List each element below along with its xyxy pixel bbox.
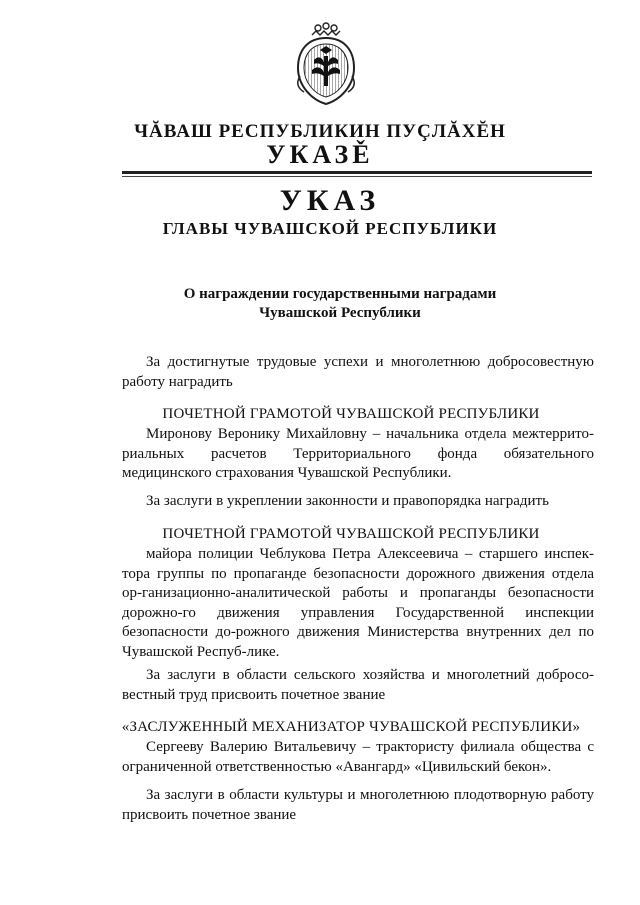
paragraph-1 (122, 353, 594, 392)
decree-subject (0, 285, 640, 323)
header-glavy: ГЛАВЫ ЧУВАШСКОЙ РЕСПУБЛИКИ (162, 219, 498, 238)
header-ukaze: УКАЗĚ (266, 140, 374, 169)
award-1-text (122, 425, 594, 484)
paragraph-3 (122, 666, 594, 705)
paragraph-4 (122, 786, 594, 825)
chuvash-emblem-icon (290, 20, 362, 106)
paragraph-2-text: За заслуги в укреплении законности и правопорядка наградить (146, 493, 549, 509)
award-3-title: «ЗАСЛУЖЕННЫЙ МЕХАНИЗАТОР ЧУВАШСКОЙ РЕСПУБЛИКИ» (121, 719, 581, 735)
award-2-title: ПОЧЕТНОЙ ГРАМОТОЙ ЧУВАШСКОЙ РЕСПУБЛИКИ (162, 526, 540, 542)
award-3-text (122, 738, 594, 777)
paragraph-1-text: За достигнутые трудовые успехи и многолетнюю добросовестную работу наградить (122, 354, 594, 390)
header-chuvash-line: ЧĂВАШ РЕСПУБЛИКИН ПУÇЛĂХĔН (134, 121, 506, 142)
paragraph-3-text: За заслуги в области сельского хозяйства и многолетний добросо-вестный труд присвоить почетное звание (122, 667, 594, 703)
paragraph-4-text: За заслуги в области культуры и многолетнюю плодотворную работу присвоить почетное звание (122, 787, 594, 823)
award-3-text-content: Сергееву Валерию Витальевичу – трактористу филиала общества с ограниченной ответственностью «Авангард» «Цивильский бекон». (122, 739, 594, 775)
award-2-text-content: майора полиции Чеблукова Петра Алексеевича – старшего инспек-тора группы по пропаганде безопасности дорожного движения отдела ор-ганизационно-аналитической работы и пропаганды безопасности дорожно-го движения управления Государственной инспекции безопасности до-рожного движения Министерства внутренних дел по Чувашской Респуб-лике. (122, 546, 594, 660)
paragraph-2 (122, 492, 594, 512)
award-1-title: ПОЧЕТНОЙ ГРАМОТОЙ ЧУВАШСКОЙ РЕСПУБЛИКИ (162, 406, 540, 422)
decree-subject-line2: Чувашской Республики (259, 305, 421, 321)
decree-subject-line1: О награждении государственными наградами (183, 286, 497, 302)
header-rule-thick (122, 171, 592, 174)
header-ukaz: УКАЗ (279, 184, 381, 217)
header-rule-thin (122, 176, 592, 177)
award-1-text-content: Миронову Веронику Михайловну – начальника отдела межтеррито-риальных расчетов Территориального фонда обязательного медицинского страхования Чувашской Республики. (122, 426, 594, 481)
award-2-text (122, 545, 594, 662)
